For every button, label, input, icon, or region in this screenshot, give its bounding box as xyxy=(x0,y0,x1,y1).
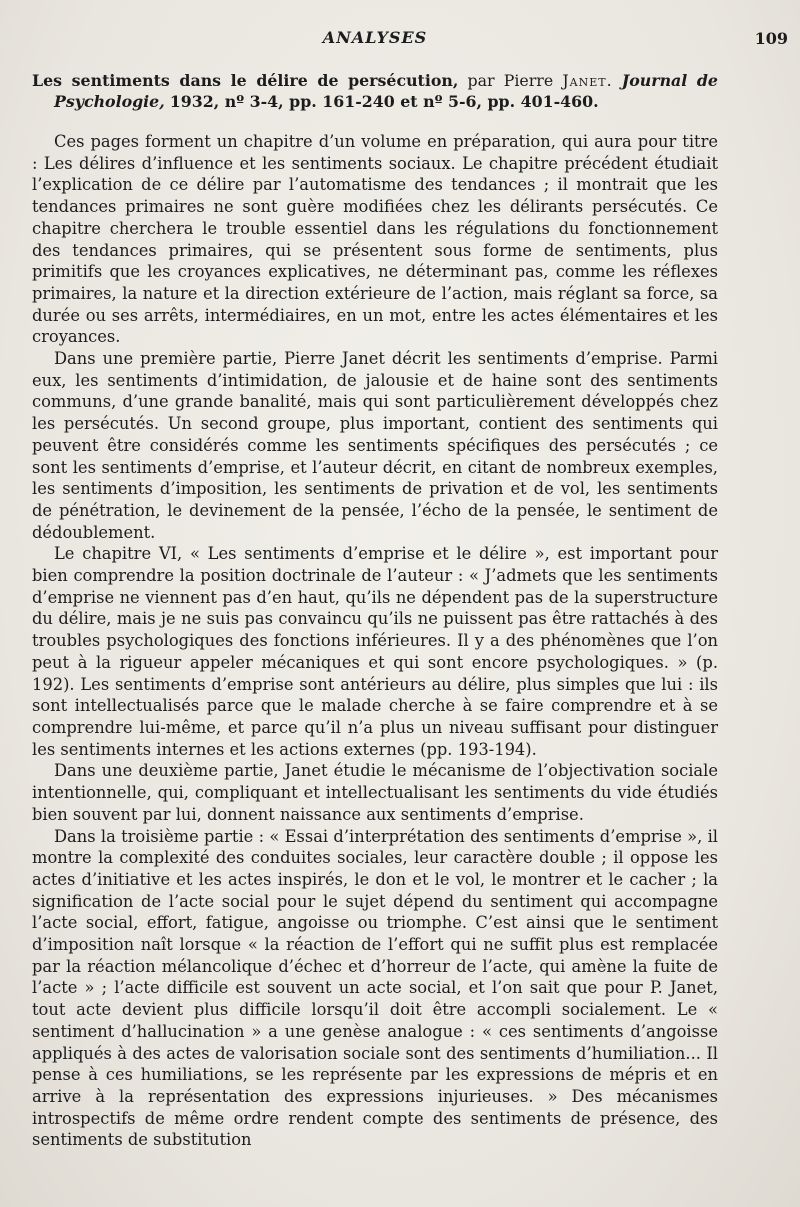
paragraph-3: Le chapitre VI, « Les sentiments d’emprise et le délire », est important pour bien comprendre la position doctrinale de l’auteur : « J’admets que les sentiments d’emprise ne viennent pas d’en haut, qu’ils ne dépendent pas de la superstructure du délire, mais je ne suis pas convaincu qu’ils ne puissent pas être rattachés à des troubles psychologiques des fonctions inférieures. Il y a des phénomènes que l’on peut à la rigueur appeler mécaniques et qui sont encore psychologiques. » (p. 192). Les sentiments d’emprise sont antérieurs au délire, plus simples que lui : ils sont intellectualisés parce que le malade cherche à se faire comprendre et à se comprendre lui-même, et parce qu’il n’a plus un niveau suffisant pour distinguer les sentiments internes et les actions externes (pp. 193-194). xyxy=(32,544,718,759)
page-number: 109 xyxy=(754,29,788,48)
paragraph-1: Ces pages forment un chapitre d’un volume en préparation, qui aura pour titre : Les délires d’influence et les sentiments sociaux. Le chapitre précédent étudiait l’explication de ce délire par l’automatisme des tendances ; il montrait que les tendances primaires ne sont guère modifiées chez les délirants persécutés. Ce chapitre cherchera le trouble essentiel dans les régulations du fonctionnement des tendances primaires, qui se présentent sous forme de sentiments, plus primitifs que les croyances explicatives, ne déterminant pas, comme les réflexes primaires, la nature et la direction extérieure de l’action, mais réglant sa force, sa durée ou ses arrêts, intermédiaires, en un mot, entre les actes élémentaires et les croyances. xyxy=(32,132,718,347)
running-head xyxy=(32,26,788,56)
body-text xyxy=(32,131,718,1151)
review-details: 1932, nº 3-4, pp. 161-240 et nº 5-6, pp. 401-460. xyxy=(169,92,599,111)
review-by: par Pierre xyxy=(467,71,554,90)
review-title: Les sentiments dans le délire de persécution, xyxy=(32,71,459,90)
review-author-surname: Janet. xyxy=(562,71,613,90)
running-title: ANALYSES xyxy=(322,28,428,47)
review-journal: Journal de Psychologie, xyxy=(54,71,718,111)
review-header xyxy=(32,70,718,112)
paragraph-2: Dans une première partie, Pierre Janet décrit les sentiments d’emprise. Parmi eux, les sentiments d’intimidation, de jalousie et de haine sont des sentiments communs, d’une grande banalité, mais qui sont particulièrement développés chez les persécutés. Un second groupe, plus important, contient des sentiments qui peuvent être considérés comme les sentiments spécifiques des persécutés ; ce sont les sentiments d’emprise, et l’auteur décrit, en citant de nombreux exemples, les sentiments d’imposition, les sentiments de privation et de vol, les sentiments de pénétration, le devinement de la pensée, l’écho de la pensée, le sentiment de dédoublement. xyxy=(32,349,718,542)
paragraph-5: Dans la troisième partie : « Essai d’interprétation des sentiments d’emprise », il montre la complexité des conduites sociales, leur caractère double ; il oppose les actes d’initiative et les actes inspirés, le don et le vol, le montrer et le cacher ; la signification de l’acte social pour le sujet dépend du sentiment qui accompagne l’acte social, effort, fatigue, angoisse ou triomphe. C’est ainsi que le sentiment d’imposition naît lorsque « la réaction de l’effort qui ne suffit plus est remplacée par la réaction mélancolique d’échec et d’horreur de l’acte, qui amène la fuite de l’acte » ; l’acte difficile est souvent un acte social, et l’on sait que pour P. Janet, tout acte devient plus difficile lorsqu’il doit être accompli socialement. Le « sentiment d’hallucination » a une genèse analogue : « ces sentiments d’angoisse appliqués à des actes de valorisation sociale sont des sentiments d’humiliation... Il pense à ces humiliations, se les représente par les expressions de mépris et en arrive à la représentation des expressions injurieuses. » Des mécanismes introspectifs de même ordre rendent compte des sentiments de présence, des sentiments de substitution xyxy=(32,826,718,1150)
paragraph-4: Dans une deuxième partie, Janet étudie le mécanisme de l’objectivation sociale intentionnelle, qui, compliquant et intellectualisant les sentiments du vide étudiés bien souvent par lui, donnent naissance aux sentiments d’emprise. xyxy=(32,761,718,824)
